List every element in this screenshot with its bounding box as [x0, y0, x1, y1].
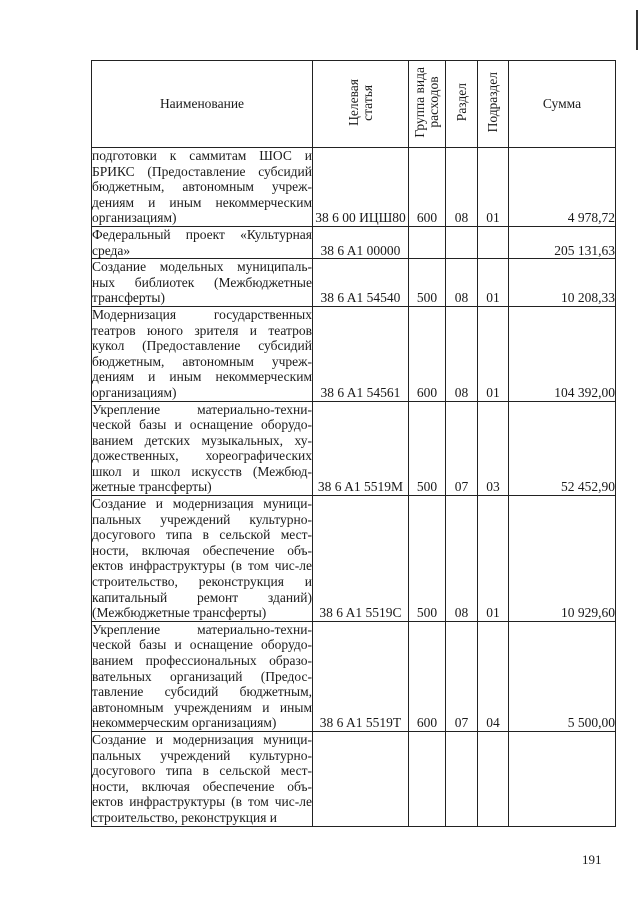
table-row [92, 259, 616, 307]
row-group: 500 [409, 496, 446, 622]
header-subsection: Подраздел [478, 61, 509, 148]
row-group: 600 [409, 306, 446, 401]
row-subsection: 01 [478, 259, 509, 307]
row-subsection [478, 731, 509, 826]
row-sum: 5 500,00 [509, 621, 616, 731]
row-section: 07 [446, 621, 478, 731]
table-header-row [92, 61, 616, 148]
row-code: 38 6 A1 00000 [313, 226, 409, 258]
row-sum: 4 978,72 [509, 148, 616, 227]
row-subsection: 04 [478, 621, 509, 731]
row-section: 08 [446, 496, 478, 622]
row-group: 500 [409, 259, 446, 307]
row-code: 38 6 A1 5519T [313, 621, 409, 731]
row-group: 500 [409, 401, 446, 496]
row-section: 07 [446, 401, 478, 496]
table-row [92, 148, 616, 227]
table-row [92, 226, 616, 258]
row-sum: 205 131,63 [509, 226, 616, 258]
table-row [92, 731, 616, 826]
table-row [92, 306, 616, 401]
row-group [409, 731, 446, 826]
row-name: Создание и модернизация муници-пальных учреждений культурно-досугового типа в сельской мест-ности, включая обеспечение объ-ектов инфраструктуры (в том чис-ле строительство, реконструкция и [92, 731, 312, 825]
row-subsection: 01 [478, 148, 509, 227]
row-sum [509, 731, 616, 826]
row-code: 38 6 A1 54561 [313, 306, 409, 401]
row-code [313, 731, 409, 826]
row-sum: 52 452,90 [509, 401, 616, 496]
row-subsection: 01 [478, 306, 509, 401]
header-target: Целевая статья [313, 61, 409, 148]
row-section: 08 [446, 148, 478, 227]
header-sum: Сумма [509, 61, 616, 148]
row-code: 38 6 A1 54540 [313, 259, 409, 307]
row-name: Создание модельных муниципаль-ных библиотек (Межбюджетные трансферты) [92, 259, 312, 306]
table-row [92, 621, 616, 731]
row-name: Создание и модернизация муници-пальных учреждений культурно-досугового типа в сельской мест-ности, включая обеспечение объ-ектов инфраструктуры (в том чис-ле строительство, реконструкция и капитальный ремонт зданий) (Межбюджетные трансферты) [92, 496, 312, 621]
row-sum: 10 929,60 [509, 496, 616, 622]
row-code: 38 6 00 ИЦШ80 [313, 148, 409, 227]
table-row [92, 401, 616, 496]
row-section [446, 731, 478, 826]
row-subsection [478, 226, 509, 258]
row-code: 38 6 A1 5519C [313, 496, 409, 622]
budget-table [91, 60, 616, 827]
header-name: Наименование [92, 61, 313, 148]
scan-edge-mark [636, 10, 638, 50]
row-group: 600 [409, 621, 446, 731]
row-name: Укрепление материально-техни-ческой базы и оснащение оборудо-ванием профессиональных образо-вательных организаций (Предос-тавление субсидий бюджетным, автономным учреждениям и иным некоммерческим организациям) [92, 621, 312, 731]
row-group [409, 226, 446, 258]
row-section [446, 226, 478, 258]
row-subsection: 01 [478, 496, 509, 622]
table-row [92, 496, 616, 622]
header-group: Группа вида расходов [409, 61, 446, 148]
row-name: Модернизация государственных театров юного зрителя и театров кукол (Предоставление субсидий бюджетным, автономным учреж-дениям и иным некоммерческим организациям) [92, 306, 312, 400]
page-number: 191 [582, 852, 602, 867]
row-name: подготовки к саммитам ШОС и БРИКС (Предоставление субсидий бюджетным, автономным учреж-дениям и иным некоммерческим организациям) [92, 148, 312, 226]
row-group: 600 [409, 148, 446, 227]
row-section: 08 [446, 259, 478, 307]
row-subsection: 03 [478, 401, 509, 496]
row-code: 38 6 A1 5519M [313, 401, 409, 496]
row-section: 08 [446, 306, 478, 401]
row-sum: 104 392,00 [509, 306, 616, 401]
row-name: Укрепление материально-техни-ческой базы и оснащение оборудо-ванием детских музыкальных, ху-дожественных, хореографических школ и школ искусств (Межбюд-жетные трансферты) [92, 401, 312, 495]
header-section: Раздел [446, 61, 478, 148]
row-name: Федеральный проект «Культурная среда» [92, 226, 312, 258]
row-sum: 10 208,33 [509, 259, 616, 307]
